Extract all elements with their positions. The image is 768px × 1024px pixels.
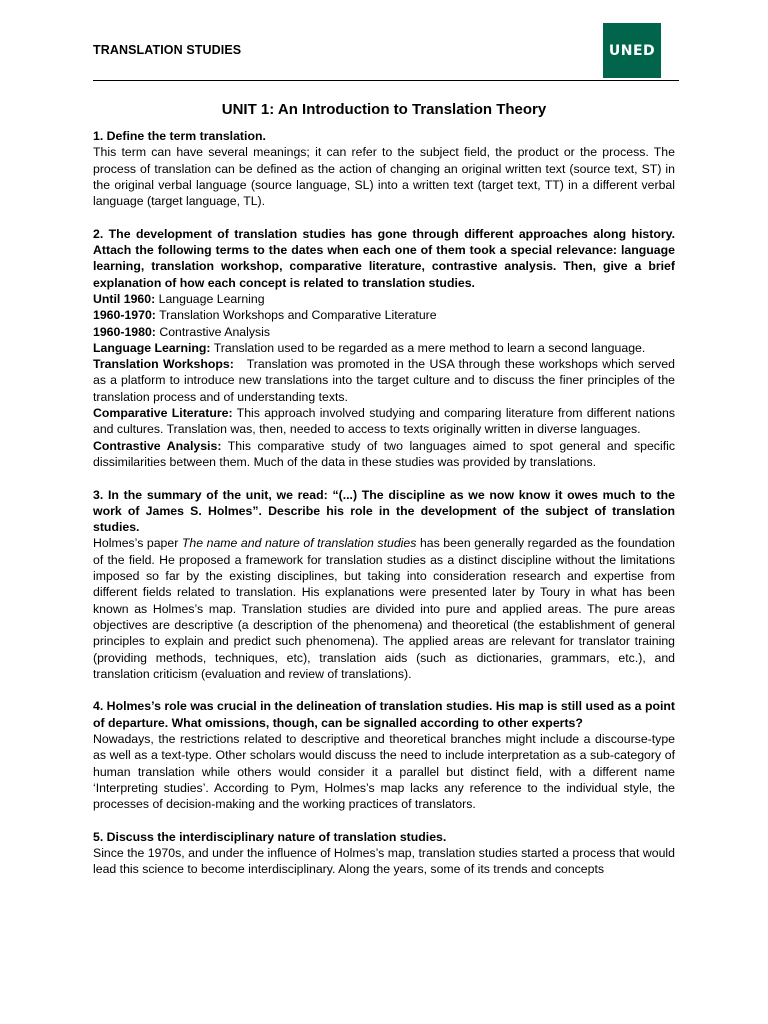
unit-title: UNIT 1: An Introduction to Translation Theory	[221, 101, 547, 118]
question-2: 2. The development of translation studies has gone through different approaches along history. Attach the following terms to the dates when each one of them took a special relevance: language learning, translation workshop, comparative literature, contrastive analysis. Then, give a brief explanation of how each concept is related to translation studies.	[93, 226, 675, 290]
document-body	[93, 100, 679, 878]
question-1: 1. Define the term translation.	[93, 129, 266, 143]
concept-item	[93, 438, 675, 471]
concept-item	[93, 405, 675, 438]
answer-3-body: has been generally regarded as the foundation of the field. He proposed a framework for translation studies as a distinct discipline without the limitations imposed so far by the existing disciplines, but taking into consideration research and expertise from different fields related to translation. His explanations were presented later by Toury in what has been known as Holmes’s map. Translation studies are divided into pure and applied areas. The pure areas objectives are descriptive (a description of the phenomena) and theoretical (the establishment of general principles to explain and predict such phenomena). The applied areas are relevant for translator training (providing methods, techniques, etc), translation aids (such as dictionaries, grammars, etc.), and translation criticism (evaluation and review of translations).	[93, 536, 676, 681]
answer-4: Nowadays, the restrictions related to descriptive and theoretical branches might include a discourse-type as well as a text-type. Other scholars would discuss the need to include interpretation as a sub-category of human translation while others would consider it a parallel but distinct field, with a different name ‘Interpreting studies’. According to Pym, Holmes’s map lacks any reference to the individual style, the processes of decision-making and the working practices of translators.	[93, 731, 675, 812]
date-value: Contrastive Analysis	[155, 324, 271, 339]
date-item	[93, 307, 675, 323]
concept-label: Comparative Literature:	[93, 406, 233, 421]
date-value: Translation Workshops and Comparative Literature	[155, 308, 437, 323]
date-value: Language Learning	[155, 291, 265, 306]
concept-text: This approach involved studying and comparing literature from different nations and cultures. Translation was, then, needed to access to texts originally written in diverse languages.	[93, 406, 675, 437]
date-label: 1960-1980:	[93, 324, 156, 339]
concept-text: This comparative study of two languages aimed to spot general and specific dissimilarities between them. Much of the data in these studies was provided by translations.	[93, 438, 675, 469]
question-5: 5. Discuss the interdisciplinary nature of translation studies.	[93, 829, 447, 844]
header-divider	[93, 80, 679, 81]
date-label: 1960-1970:	[93, 308, 156, 323]
concept-label: Translation Workshops:	[93, 357, 234, 372]
uned-logo: UNED	[603, 23, 661, 78]
answer-5: Since the 1970s, and under the influence of Holmes’s map, translation studies started a process that would lead this science to become interdisciplinary. Along the years, some of its trends and concepts	[93, 846, 675, 877]
date-label: Until 1960:	[93, 291, 156, 306]
answer-3	[93, 535, 675, 682]
question-3: 3. In the summary of the unit, we read: “(...) The discipline as we now know it owes much to the work of James S. Holmes”. Describe his role in the development of the subject of translation studies.	[93, 487, 675, 535]
concept-text: Translation was promoted in the USA through these workshops which served as a platform to introduce new translations into the target culture and to discuss the finer principles of the translation process and of understanding texts.	[93, 357, 679, 404]
concept-item	[93, 340, 675, 356]
answer-1: This term can have several meanings; it can refer to the subject field, the product or the process. The process of translation can be defined as the action of changing an original written text (source text, ST) in the original verbal language (source language, SL) into a written text (target text, TT) in a different verbal language (target language, TL).	[93, 145, 675, 209]
question-4: 4. Holmes’s role was crucial in the delineation of translation studies. His map is still used as a point of departure. What omissions, though, can be signalled according to other experts?	[93, 699, 675, 730]
concept-item	[93, 356, 679, 405]
date-item	[93, 291, 675, 307]
concept-label: Language Learning:	[93, 340, 211, 355]
concept-text: Translation used to be regarded as a mere method to learn a second language.	[210, 340, 646, 355]
concept-label: Contrastive Analysis:	[93, 438, 222, 453]
date-item	[93, 324, 675, 340]
header-section-title: TRANSLATION STUDIES	[93, 43, 242, 57]
paper-title: The name and nature of translation studies	[181, 536, 417, 551]
answer-3-prefix: Holmes’s paper	[93, 536, 182, 551]
